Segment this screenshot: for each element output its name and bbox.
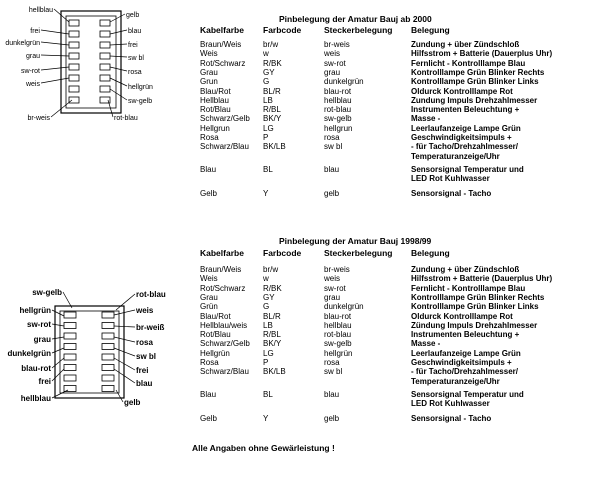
pin-label-right: blau xyxy=(136,379,153,388)
leader-line xyxy=(108,100,113,117)
pin-right xyxy=(102,386,114,392)
table-cell: P xyxy=(263,358,269,367)
table-cell: LED Rot Kuhlwasser xyxy=(411,399,490,409)
table-cell: weis xyxy=(324,274,341,284)
table-cell: sw-gelb xyxy=(324,339,352,349)
table-cell: BL/R xyxy=(263,86,281,96)
pin-left xyxy=(64,323,76,329)
pin-label-left: grau xyxy=(33,335,51,344)
table-cell: Temperaturanzeige/Uhr xyxy=(411,151,500,161)
section2-title: Pinbelegung der Amatur Bauj 1998/99 xyxy=(279,236,432,246)
pin-label-left: sw-gelb xyxy=(32,288,62,297)
table-cell: Masse - xyxy=(411,114,441,124)
table-cell: rosa xyxy=(324,358,340,367)
table-cell: BK/LB xyxy=(263,367,286,377)
table-cell: Schwarz/Blau xyxy=(200,142,249,152)
leader-line xyxy=(52,337,64,339)
pin-label-left: hellblau xyxy=(20,394,51,403)
leader-line xyxy=(110,56,127,57)
table-cell: Zündung Impuls Drehzahlmesser xyxy=(411,320,538,330)
pin-right xyxy=(102,354,114,360)
pin-right xyxy=(102,312,114,318)
pin-label-left: frei xyxy=(38,377,51,386)
pin-left xyxy=(64,386,76,392)
table-cell: Instrumenten Beleuchtung + xyxy=(411,105,520,115)
pin-left xyxy=(64,312,76,318)
table-cell: blau-rot xyxy=(324,311,352,321)
table-cell: hellgrün xyxy=(324,348,353,358)
table-cell: grau xyxy=(324,67,341,77)
table-cell: R/BK xyxy=(263,58,282,68)
leader-line xyxy=(110,78,127,86)
column-header: Farbcode xyxy=(263,248,302,258)
table-cell: Kontrolllampe Grün Blinker Links xyxy=(411,77,539,87)
table-cell: Grün xyxy=(200,302,218,312)
pin-right xyxy=(100,86,110,92)
pin-right xyxy=(100,64,110,70)
pin-label-right: sw bl xyxy=(136,352,157,361)
table-cell: Oldurck Kontrolllampe Rot xyxy=(411,311,513,321)
table-cell: Blau/Rot xyxy=(200,311,231,321)
table-cell: Rosa xyxy=(200,358,219,367)
table-cell: Weis xyxy=(200,274,218,284)
pin-label-right: hellgrün xyxy=(128,84,153,91)
pin-label-right: frei xyxy=(136,366,149,375)
table-cell: Hellgrün xyxy=(200,348,230,358)
table-cell: sw bl xyxy=(324,367,343,377)
table-cell: LB xyxy=(263,95,273,105)
table-cell: Kontrolllampe Grün Blinker Links xyxy=(411,302,539,312)
leader-line xyxy=(110,67,127,71)
table-cell: Masse - xyxy=(411,339,441,349)
leader-line xyxy=(110,14,125,22)
table-cell: Gelb xyxy=(200,413,217,423)
pin-label-left: grau xyxy=(25,53,40,60)
connector-cavity xyxy=(66,16,116,108)
pin-left xyxy=(64,344,76,350)
table-cell: Zundung + über Zündschloß xyxy=(411,40,520,49)
table-cell: BL xyxy=(263,389,273,399)
table-cell: dunkelgrün xyxy=(324,77,364,87)
table-cell: Y xyxy=(263,188,269,198)
table-cell: weis xyxy=(324,49,341,59)
table-cell: Schwarz/Gelb xyxy=(200,339,250,349)
pin-right xyxy=(102,333,114,339)
table-cell: gelb xyxy=(324,413,340,423)
table-cell: Schwarz/Blau xyxy=(200,367,249,377)
column-header: Kabelfarbe xyxy=(200,25,244,35)
connector-diagram-2000 xyxy=(0,0,180,130)
table-cell: Gelb xyxy=(200,188,217,198)
pin-left xyxy=(69,31,79,37)
column-header: Kabelfarbe xyxy=(200,248,244,258)
table-cell: Weis xyxy=(200,49,218,59)
table-cell: Sensorsignal - Tacho xyxy=(411,413,492,423)
table-cell: Geschwindigkeitsimpuls + xyxy=(411,133,512,142)
pin-left xyxy=(64,333,76,339)
table-cell: LG xyxy=(263,123,274,133)
leader-line xyxy=(41,55,69,56)
leader-line xyxy=(110,44,127,45)
pin-label-right: sw-gelb xyxy=(128,98,153,105)
table-cell: Zundung Impuls Drehzahlmesser xyxy=(411,95,538,105)
table-cell: Zundung + über Zündschloß xyxy=(411,265,520,274)
pin-table-2000 xyxy=(200,25,600,215)
section1-title: Pinbelegung der Amatur Bauj ab 2000 xyxy=(279,14,432,24)
table-cell: BK/Y xyxy=(263,339,282,349)
table-cell: R/BL xyxy=(263,105,281,115)
table-cell: BK/LB xyxy=(263,142,286,152)
pin-left xyxy=(69,75,79,81)
table-cell: Hellgrun xyxy=(200,123,230,133)
pin-left xyxy=(64,375,76,381)
pin-left xyxy=(69,20,79,26)
pin-left xyxy=(69,53,79,59)
pin-label-left: hellgrün xyxy=(19,306,51,315)
table-cell: br-weis xyxy=(324,40,350,49)
pin-label-left: dunkelgrün xyxy=(7,349,51,358)
leader-line xyxy=(110,89,127,100)
disclaimer-footer: Alle Angaben ohne Gewärleistung ! xyxy=(192,443,335,453)
column-header: Steckerbelegung xyxy=(324,248,393,258)
table-cell: Rot/Schwarz xyxy=(200,58,246,68)
table-cell: - für Tacho/Drehzahlmesser/ xyxy=(411,142,518,152)
pin-label-right: gelb xyxy=(124,398,141,407)
connector-body xyxy=(55,306,124,398)
leader-line xyxy=(52,324,64,326)
leader-line xyxy=(41,30,69,34)
pin-left xyxy=(64,354,76,360)
table-cell: Schwarz/Gelb xyxy=(200,114,250,124)
column-header: Belegung xyxy=(411,248,450,258)
pin-label-left: sw-rot xyxy=(27,320,51,329)
pin-label-right: gelb xyxy=(126,12,140,19)
pin-label-left: sw-rot xyxy=(20,68,40,75)
pin-right xyxy=(100,75,110,81)
column-header: Farbcode xyxy=(263,25,302,35)
table-cell: Grun xyxy=(200,77,218,87)
table-cell: dunkelgrün xyxy=(324,302,364,312)
pin-label-left: br-weis xyxy=(27,115,50,122)
table-cell: gelb xyxy=(324,188,340,198)
table-cell: blau xyxy=(324,164,340,174)
pin-label-right: br-weiß xyxy=(136,323,165,332)
leader-line xyxy=(110,30,127,34)
table-cell: G xyxy=(263,302,270,312)
table-cell: rot-blau xyxy=(324,105,352,115)
table-cell: P xyxy=(263,133,269,142)
pin-left xyxy=(69,42,79,48)
table-cell: Grau xyxy=(200,292,218,302)
table-cell: rot-blau xyxy=(324,330,352,340)
table-cell: Braun/Weis xyxy=(200,265,242,274)
pin-label-right: rot-blau xyxy=(114,115,138,122)
table-cell: Sensorsignal Temperatur und xyxy=(411,164,524,174)
table-cell: Rot/Blau xyxy=(200,330,231,340)
leader-line xyxy=(52,369,64,381)
pin-label-left: frei xyxy=(30,28,40,35)
table-cell: rosa xyxy=(324,133,340,142)
table-cell: w xyxy=(263,274,269,284)
pin-right xyxy=(100,53,110,59)
leader-line xyxy=(116,294,135,310)
connector-diagram-1998 xyxy=(0,280,185,415)
leader-line xyxy=(52,348,64,353)
table-cell: sw-gelb xyxy=(324,114,352,124)
table-cell: Kontrolllampe Grün Blinker Rechts xyxy=(411,67,545,77)
table-cell: sw-rot xyxy=(324,283,346,293)
table-cell: hellblau xyxy=(324,320,352,330)
pin-right xyxy=(100,42,110,48)
table-cell: Blau xyxy=(200,389,217,399)
leader-line xyxy=(114,326,135,327)
pin-right xyxy=(102,365,114,371)
pin-right xyxy=(100,31,110,37)
table-cell: Grau xyxy=(200,67,218,77)
table-cell: GY xyxy=(263,67,275,77)
table-cell: br-weis xyxy=(324,265,350,274)
pin-right xyxy=(102,344,114,350)
pin-right xyxy=(102,375,114,381)
table-cell: hellblau xyxy=(324,95,352,105)
column-header: Steckerbelegung xyxy=(324,25,393,35)
pin-right xyxy=(102,323,114,329)
pin-label-right: frei xyxy=(128,42,138,49)
table-cell: Geschwindigkeitsimpuls + xyxy=(411,358,512,367)
table-cell: BK/Y xyxy=(263,114,282,124)
table-cell: Rot/Blau xyxy=(200,105,231,115)
table-cell: Rot/Schwarz xyxy=(200,283,246,293)
table-cell: Blau/Rot xyxy=(200,86,231,96)
column-header: Belegung xyxy=(411,25,450,35)
pin-left xyxy=(64,365,76,371)
table-cell: Hilfsstrom + Batterie (Dauerplus Uhr) xyxy=(411,274,553,284)
pin-label-left: weis xyxy=(25,81,40,88)
pin-label-left: blau-rot xyxy=(21,364,51,373)
table-cell: Temperaturanzeige/Uhr xyxy=(411,376,500,386)
table-cell: LED Rot Kuhlwasser xyxy=(411,174,490,184)
pin-label-right: rosa xyxy=(136,338,153,347)
table-cell: blau-rot xyxy=(324,86,352,96)
table-cell: BL xyxy=(263,164,273,174)
table-cell: Hilfsstrom + Batterie (Dauerplus Uhr) xyxy=(411,49,553,59)
table-cell: GY xyxy=(263,292,275,302)
table-cell: sw-rot xyxy=(324,58,346,68)
table-cell: - für Tacho/Drehzahlmesser/ xyxy=(411,367,518,377)
table-cell: Blau xyxy=(200,164,217,174)
table-cell: R/BL xyxy=(263,330,281,340)
pin-right xyxy=(100,20,110,26)
pin-left xyxy=(69,86,79,92)
table-cell: br/w xyxy=(263,265,279,274)
leader-line xyxy=(41,67,69,70)
pin-left xyxy=(69,64,79,70)
table-cell: w xyxy=(263,49,269,59)
table-cell: blau xyxy=(324,389,340,399)
table-cell: Sensorsignal - Tacho xyxy=(411,188,492,198)
table-cell: Leerlaufanzeige Lampe Grün xyxy=(411,123,521,133)
table-cell: Fernlicht - Kontrolllampe Blau xyxy=(411,58,526,68)
table-cell: Sensorsignal Temperatur und xyxy=(411,389,524,399)
table-cell: Hellblau/weis xyxy=(200,320,248,330)
pin-label-left: dunkelgrün xyxy=(5,40,40,47)
table-cell: grau xyxy=(324,292,341,302)
pin-left xyxy=(69,97,79,103)
table-cell: Fernlicht - Kontrolllampe Blau xyxy=(411,283,526,293)
leader-line xyxy=(41,42,69,45)
leader-line xyxy=(116,390,123,402)
pin-label-right: rosa xyxy=(128,69,142,76)
table-cell: sw bl xyxy=(324,142,343,152)
table-cell: br/w xyxy=(263,40,279,49)
pin-label-right: weis xyxy=(136,306,154,315)
pin-label-left: hellblau xyxy=(28,7,53,14)
table-cell: Kontrolllampe Grün Blinker Rechts xyxy=(411,292,545,302)
table-cell: Braun/Weis xyxy=(200,40,242,49)
pin-table-1998 xyxy=(200,248,600,438)
table-cell: LB xyxy=(263,320,273,330)
table-cell: Instrumenten Beleuchtung + xyxy=(411,330,520,340)
table-cell: Rosa xyxy=(200,133,219,142)
table-cell: Hellblau xyxy=(200,95,229,105)
leader-line xyxy=(52,358,64,368)
pin-label-right: blau xyxy=(128,28,142,35)
table-cell: Leerlaufanzeige Lampe Grün xyxy=(411,348,521,358)
pin-label-right: sw bl xyxy=(128,55,144,62)
pin-label-right: rot-blau xyxy=(136,290,166,299)
table-cell: Y xyxy=(263,413,269,423)
table-cell: G xyxy=(263,77,270,87)
table-cell: Oldurck Kontrolllampe Rot xyxy=(411,86,513,96)
table-cell: LG xyxy=(263,348,274,358)
table-cell: R/BK xyxy=(263,283,282,293)
leader-line xyxy=(41,78,69,83)
table-cell: BL/R xyxy=(263,311,281,321)
table-cell: hellgrun xyxy=(324,123,353,133)
